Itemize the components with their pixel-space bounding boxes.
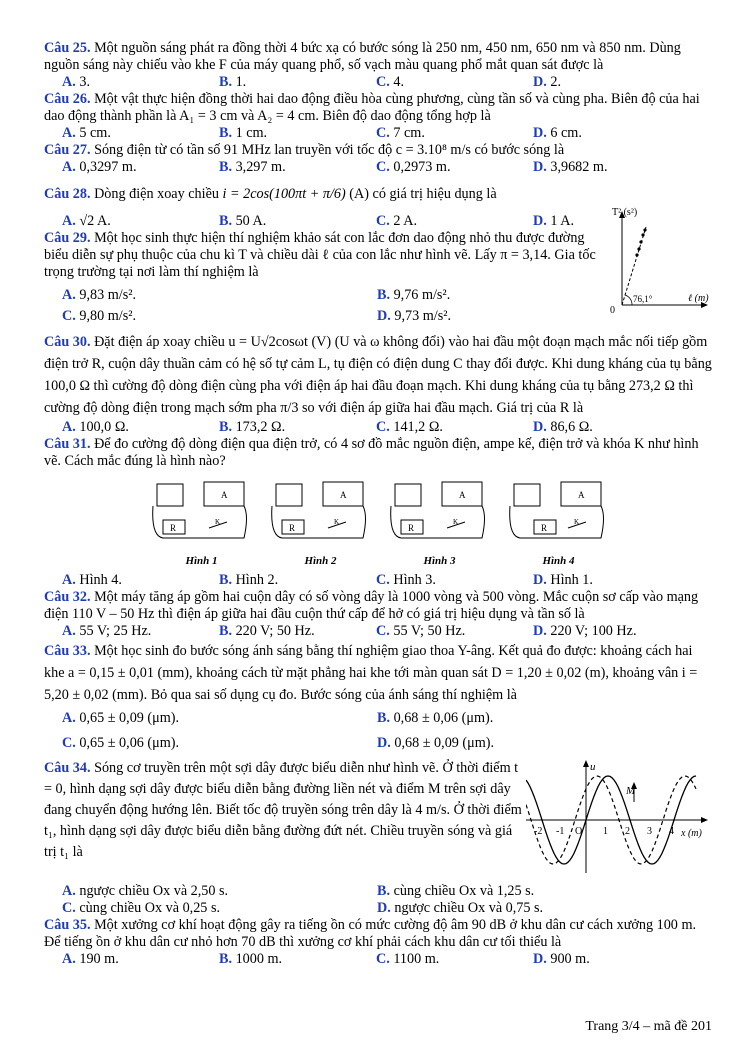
svg-text:A: A <box>578 490 585 500</box>
option-a[interactable]: A. 0,3297 m. <box>62 159 137 175</box>
wave-ylabel: u <box>590 761 596 773</box>
question-number: Câu 32. <box>44 589 91 605</box>
option-d[interactable]: D. 6 cm. <box>533 125 582 141</box>
pendulum-graph <box>604 207 716 325</box>
svg-text:A: A <box>459 490 466 500</box>
options-29-row1 <box>62 287 604 304</box>
option-c[interactable]: C. 2 A. <box>376 213 417 229</box>
option-d[interactable]: D. 86,6 Ω. <box>533 419 593 435</box>
svg-text:1: 1 <box>603 826 608 837</box>
question-text: Một nguồn sáng phát ra đồng thời 4 bức xạ có bước sóng là 250 nm, 450 nm, 650 nm và 850 nm. Dùng nguồn sáng này chiếu vào khe F của máy quang phổ, số vạch màu quang phổ mắt quan sát được là <box>44 40 681 73</box>
question-32 <box>44 589 716 623</box>
options-27 <box>62 159 716 176</box>
svg-text:K: K <box>453 518 459 526</box>
svg-text:K: K <box>574 518 580 526</box>
option-b[interactable]: B. 1000 m. <box>219 951 283 967</box>
question-number: Câu 27. <box>44 142 91 158</box>
option-b[interactable]: B. 173,2 Ω. <box>219 419 286 435</box>
option-c[interactable]: C. 141,2 Ω. <box>376 419 443 435</box>
question-text: Đặt điện áp xoay chiều u = U√2cosωt (V) (U và ω không đổi) vào hai đầu một đoạn mạch mắc nối tiếp gồm điện trở R, cuộn dây thuần cảm có hệ số tự cảm L, tụ điện có điện dung C thay đổi được. Khi dung kháng của tụ bằng 100,0 Ω thì cường độ dòng điện cùng pha với điện áp hai đầu đoạn mạch. Khi dung kháng của tụ bằng 273,2 Ω thì cường độ dòng điện trong mạch sớm pha π/3 so với điện áp giữa hai đầu mạch. Giá trị của R là <box>44 334 712 416</box>
svg-text:R: R <box>289 523 296 533</box>
option-c[interactable]: C. Hình 3. <box>376 572 436 588</box>
options-32 <box>62 623 716 640</box>
question-33 <box>44 640 716 706</box>
question-text: (A) có giá trị hiệu dụng là <box>349 186 497 202</box>
svg-text:K: K <box>215 518 221 526</box>
circuit-3 <box>387 476 492 570</box>
question-text: Sóng cơ truyền trên một sợi dây được biểu diễn như hình vẽ. Ở thời điểm t = 0, hình dạng sợi dây được biểu diễn bằng đường liền nét và điểm M trên sợi dây đang chuyển động hướng lên. Biết tốc độ truyền sóng trên dây là 4 m/s. Ở thời điểm t₁, hình dạng sợi dây được biểu diễn bằng đường đứt nét. Chiều truyền sóng và giá trị t₁ là <box>44 760 522 860</box>
question-number: Câu 25. <box>44 40 91 56</box>
option-a[interactable]: A. 100,0 Ω. <box>62 419 129 435</box>
option-c[interactable]: C. 55 V; 50 Hz. <box>376 623 466 639</box>
option-b[interactable]: B. 50 A. <box>219 213 267 229</box>
question-number: Câu 26. <box>44 91 91 107</box>
svg-text:O: O <box>575 826 583 837</box>
question-number: Câu 29. <box>44 230 91 246</box>
svg-text:-1: -1 <box>556 826 565 837</box>
question-number: Câu 34. <box>44 760 91 776</box>
question-25 <box>44 40 716 74</box>
question-26 <box>44 91 716 125</box>
option-c[interactable]: C. cùng chiều Ox và 0,25 s. <box>62 900 221 916</box>
circuit-1 <box>149 476 254 570</box>
option-b[interactable]: B. Hình 2. <box>219 572 279 588</box>
q34-block <box>44 758 716 883</box>
question-text: Một vật thực hiện đồng thời hai dao động điều hòa cùng phương, cùng tần số và cùng pha. Biên độ của hai dao động thành phần là A₁ = 3 cm và A₂ = 4 cm. Biên độ dao động tổng hợp là <box>44 91 700 124</box>
option-c[interactable]: C. 7 cm. <box>376 125 425 141</box>
option-a[interactable]: A. 0,65 ± 0,09 (μm). <box>62 710 180 726</box>
option-d[interactable]: D. 0,68 ± 0,09 (μm). <box>377 735 495 751</box>
option-a[interactable]: A. 9,83 m/s². <box>62 287 137 303</box>
option-a[interactable]: A. 3. <box>62 74 90 90</box>
option-d[interactable]: D. ngược chiều Ox và 0,75 s. <box>377 900 544 916</box>
option-b[interactable]: B. 0,68 ± 0,06 (μm). <box>377 710 494 726</box>
question-text: Một học sinh thực hiện thí nghiệm khảo sát con lắc đơn dao động nhỏ thu được đường biểu diễn sự phụ thuộc của chu kì T và chiều dài ℓ của con lắc như hình vẽ. Lấy π = 3,14. Gia tốc trọng trường tại nơi làm thí nghiệm là <box>44 230 596 280</box>
svg-text:A: A <box>221 490 228 500</box>
option-d[interactable]: D. Hình 1. <box>533 572 593 588</box>
option-b[interactable]: B. 3,297 m. <box>219 159 286 175</box>
question-27 <box>44 142 716 159</box>
exam-page <box>44 40 716 968</box>
option-b[interactable]: B. 1. <box>219 74 247 90</box>
options-30 <box>62 419 716 436</box>
question-number: Câu 35. <box>44 917 91 933</box>
figure-caption: Hình 3 <box>423 555 456 567</box>
question-number: Câu 33. <box>44 643 91 659</box>
option-b[interactable]: B. cùng chiều Ox và 1,25 s. <box>377 883 535 899</box>
option-c[interactable]: C. 1100 m. <box>376 951 440 967</box>
option-c[interactable]: C. 9,80 m/s². <box>62 308 137 324</box>
page-footer: Trang 3/4 – mã đề 201 <box>585 1019 712 1034</box>
options-29-row2 <box>62 308 604 325</box>
options-34-row1 <box>62 883 716 900</box>
svg-text:K: K <box>334 518 340 526</box>
option-d[interactable]: D. 900 m. <box>533 951 590 967</box>
question-text: Sóng điện từ có tần số 91 MHz lan truyền với tốc độ c = 3.10⁸ m/s có bước sóng là <box>94 142 565 158</box>
question-31 <box>44 436 716 470</box>
options-28 <box>62 213 604 230</box>
graph-ylabel: T² (s²) <box>612 207 638 218</box>
question-text: Một học sinh đo bước sóng ánh sáng bằng thí nghiệm giao thoa Y-âng. Kết quả đo được: khoảng cách hai khe a = 0,15 ± 0,01 (mm), khoảng cách từ mặt phẳng hai khe tới màn quan sát D = 1,20 ± 0,02 (m), khoảng vân i = 5,20 ± 0,02 (mm). Bỏ qua sai số dụng cụ đo. Bước sóng của ánh sáng thí nghiệm là <box>44 643 698 703</box>
option-d[interactable]: D. 3,9682 m. <box>533 159 608 175</box>
options-35 <box>62 951 716 968</box>
svg-text:R: R <box>541 523 548 533</box>
question-30 <box>44 331 716 419</box>
svg-text:-2: -2 <box>534 826 543 837</box>
svg-text:2: 2 <box>625 826 630 837</box>
question-number: Câu 31. <box>44 436 91 452</box>
graph-xlabel: ℓ (m) <box>688 293 709 304</box>
option-d[interactable]: D. 2. <box>533 74 561 90</box>
option-b[interactable]: B. 9,76 m/s². <box>377 287 451 303</box>
option-a[interactable]: A. 5 cm. <box>62 125 111 141</box>
option-b[interactable]: B. 1 cm. <box>219 125 268 141</box>
options-31 <box>62 572 716 589</box>
svg-text:A: A <box>340 490 347 500</box>
question-29 <box>44 230 604 281</box>
options-34-row2 <box>62 900 716 917</box>
option-a[interactable]: A. Hình 4. <box>62 572 122 588</box>
option-a[interactable]: A. 190 m. <box>62 951 119 967</box>
svg-text:4: 4 <box>669 826 674 837</box>
point-m: M <box>626 785 636 797</box>
options-33-row1 <box>62 710 716 727</box>
question-34 <box>44 758 526 883</box>
svg-text:R: R <box>408 523 415 533</box>
option-a[interactable]: A. √2 A. <box>62 213 111 229</box>
option-a[interactable]: A. 55 V; 25 Hz. <box>62 623 152 639</box>
wave-graph <box>526 758 716 883</box>
graph-angle: 76,1° <box>633 294 653 304</box>
question-text: Một máy tăng áp gồm hai cuộn dây có số vòng dây là 1000 vòng và 500 vòng. Mắc cuộn sơ cấp vào mạng điện 110 V – 50 Hz thì điện áp giữa hai đầu cuộn thứ cấp để hở có giá trị hiệu dụng và tần số là <box>44 589 699 622</box>
options-25 <box>62 74 716 91</box>
wave-xlabel: x (m) <box>681 828 702 839</box>
options-33-row2 <box>62 735 716 752</box>
options-26 <box>62 125 716 142</box>
option-d[interactable]: D. 9,73 m/s². <box>377 308 452 324</box>
question-number: Câu 30. <box>44 334 91 350</box>
option-c[interactable]: C. 4. <box>376 74 404 90</box>
question-text: Dòng điện xoay chiều <box>94 186 219 202</box>
option-c[interactable]: C. 0,2973 m. <box>376 159 451 175</box>
current-formula: i = 2cos(100πt + π/6) <box>222 186 346 202</box>
question-number: Câu 28. <box>44 186 91 202</box>
figure-caption: Hình 4 <box>542 555 575 567</box>
circuit-4 <box>506 476 611 570</box>
graph-origin: 0 <box>610 305 615 315</box>
question-text: Để đo cường độ dòng điện qua điện trở, có 4 sơ đồ mắc nguồn điện, ampe kế, điện trở và khóa K như hình vẽ. Cách mắc đúng là hình nào? <box>44 436 699 469</box>
option-c[interactable]: C. 0,65 ± 0,06 (μm). <box>62 735 180 751</box>
question-28 <box>44 186 716 203</box>
option-d[interactable]: D. 220 V; 100 Hz. <box>533 623 637 639</box>
question-text: Một xưởng cơ khí hoạt động gây ra tiếng ồn có mức cường độ âm 90 dB ở khu dân cư cách xưởng 100 m. Để tiếng ồn ở khu dân cư nhỏ hơn 70 dB thì xưởng cơ khí phải cách khu dân cư tối thiểu là <box>44 917 697 950</box>
q28-q29-block <box>44 207 716 325</box>
circuit-figures <box>44 476 716 570</box>
svg-text:R: R <box>170 523 177 533</box>
option-a[interactable]: A. ngược chiều Ox và 2,50 s. <box>62 883 229 899</box>
option-d[interactable]: D. 1 A. <box>533 213 574 229</box>
figure-caption: Hình 2 <box>304 555 337 567</box>
svg-text:3: 3 <box>647 826 652 837</box>
figure-caption: Hình 1 <box>185 555 218 567</box>
circuit-2 <box>268 476 373 570</box>
option-b[interactable]: B. 220 V; 50 Hz. <box>219 623 315 639</box>
question-35 <box>44 917 716 951</box>
